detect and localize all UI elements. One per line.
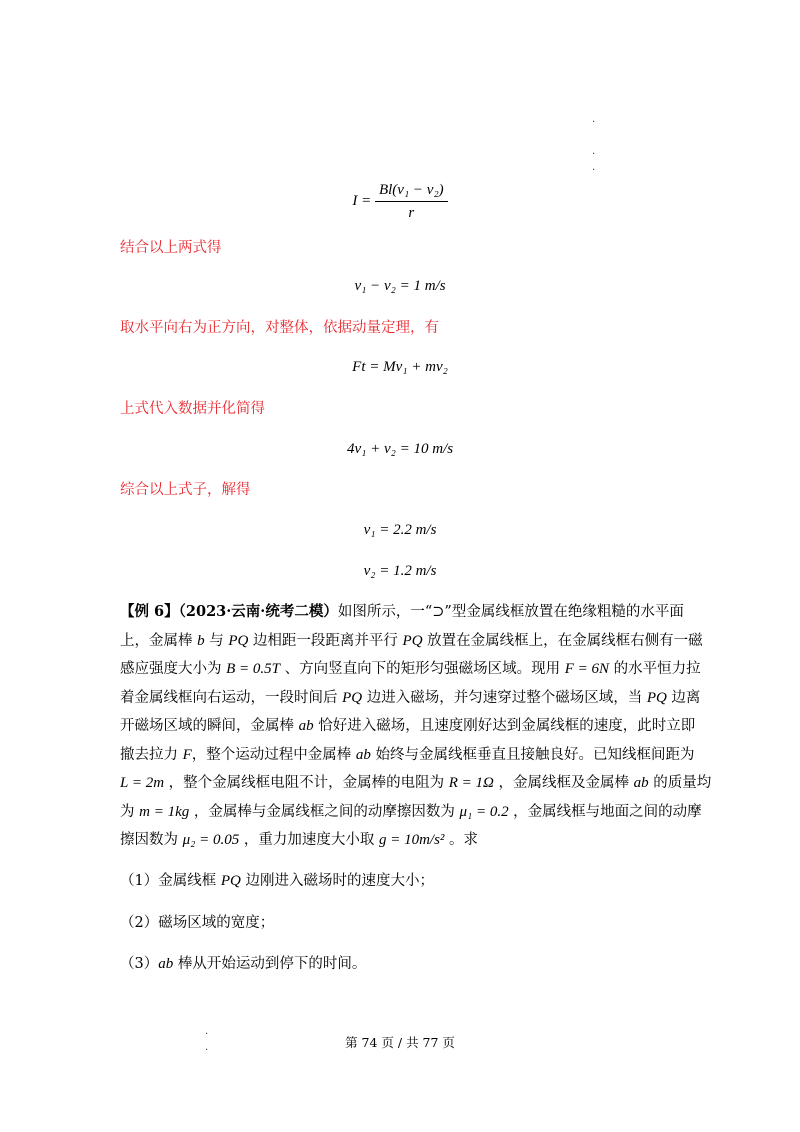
text: 开磁场区域的瞬间，金属棒 [120,718,299,734]
text: 为 [120,803,140,820]
math: PQ [228,632,249,649]
text: 感应强度大小为 [120,661,227,677]
paragraph-line [120,712,705,741]
paragraph-line [120,769,712,798]
page-number: 第 74 页 / 共 77 页 [345,1035,455,1050]
fraction-denominator: r [408,205,415,221]
current-formula [0,180,800,223]
math: m = 1kg [139,803,190,820]
example-label: 【例 6】 [120,603,179,620]
v2-result: v₂ = 1.2 m/s [363,563,437,579]
combine-text: 结合以上两式得 [120,240,222,256]
math: b [197,632,205,649]
text: ，重力加速度大小取 [239,832,379,848]
text: 放置在金属线框上，在金属线框右侧有一磁 [422,632,703,649]
example-paragraph [120,598,712,855]
math: B = 0.5T [226,661,280,677]
text: 边离 [666,689,701,706]
text: 棒从开始运动到停下的时间。 [173,956,367,972]
text: ，金属线框及金属棒 [493,775,634,791]
paragraph-line [120,627,705,656]
paragraph-line [120,798,705,827]
text: 、方向竖直向下的矩形匀强磁场区域。现用 [280,661,565,677]
example-source: （2023·云南·统考二模） [178,603,338,620]
page-speck: · [592,117,596,128]
math: R = 1Ω [448,775,494,791]
text: （3） [120,956,159,972]
v1-result: v₁ = 2.2 m/s [363,522,437,538]
paragraph-line [120,826,705,855]
math: PQ [342,689,363,706]
text: 着金属线框向右运动，一段时间后 [120,689,343,706]
text: ，金属棒与金属线框之间的动摩擦因数为 [189,803,460,820]
math: PQ [220,873,241,889]
solve-text: 综合以上式子，解得 [120,482,251,498]
formula-lhs: I = [352,192,372,209]
math: ab [298,718,314,734]
math: F [182,746,192,763]
math: PQ [646,689,667,706]
math: ab [633,775,649,791]
page-speck: · [592,165,596,176]
paragraph-line [120,598,705,627]
page-speck: · [592,149,596,160]
math: ab [355,746,371,763]
text: 的质量均 [648,775,712,791]
text: 边刚进入磁场时的速度大小； [240,873,434,889]
paragraph-line [120,655,705,684]
momentum-formula: Ft = Mv₁ + mv₂ [352,359,448,375]
text: 始终与金属线框垂直且接触良好。已知线框间距为 [370,746,695,763]
text: 边进入磁场，并匀速穿过整个磁场区域，当 [362,689,647,706]
text: 的水平恒力拉 [609,661,701,677]
text: ，整个运动过程中金属棒 [191,746,356,763]
text: （1）金属线框 [120,873,221,889]
page-speck: · [205,1029,209,1040]
question-2: （2）磁场区域的宽度； [120,915,275,931]
text: ，金属线框与地面之间的动摩 [508,803,702,820]
substitute-text: 上式代入数据并化简得 [120,401,265,417]
math: μ₁ = 0.2 [459,803,509,820]
page-speck: · [205,1045,209,1056]
sum-formula: 4v₁ + v₂ = 10 m/s [346,441,454,457]
paragraph-line [120,741,705,770]
text: ，整个金属线框电阻不计，金属棒的电阻为 [164,775,449,791]
direction-text: 取水平向右为正方向，对整体，依据动量定理，有 [120,320,439,336]
velocity-difference-formula: v₁ − v₂ = 1 m/s [354,278,446,294]
text: 撤去拉力 [120,746,183,763]
text: 恰好进入磁场，且速度刚好达到金属线框的速度，此时立即 [313,718,696,734]
math: ab [158,956,174,972]
text: 与 [204,632,229,649]
text: 边相距一段距离并平行 [248,632,403,649]
question-1 [120,870,434,892]
math: μ₂ = 0.05 [182,832,240,848]
math: g = 10m/s² [378,832,445,848]
text: 擦因数为 [120,832,183,848]
math: F = 6N [564,661,610,677]
fraction [375,180,448,223]
question-3 [120,953,366,975]
text: 如图所示，一“⊃”型金属线框放置在绝缘粗糙的水平面 [337,604,684,620]
math: L = 2m [120,775,165,791]
text: 。求 [444,832,479,848]
math: PQ [402,632,423,649]
text: 上，金属棒 [120,632,198,649]
fraction-numerator: Bl(v₁ − v₂) [375,180,448,202]
paragraph-line [120,684,705,713]
